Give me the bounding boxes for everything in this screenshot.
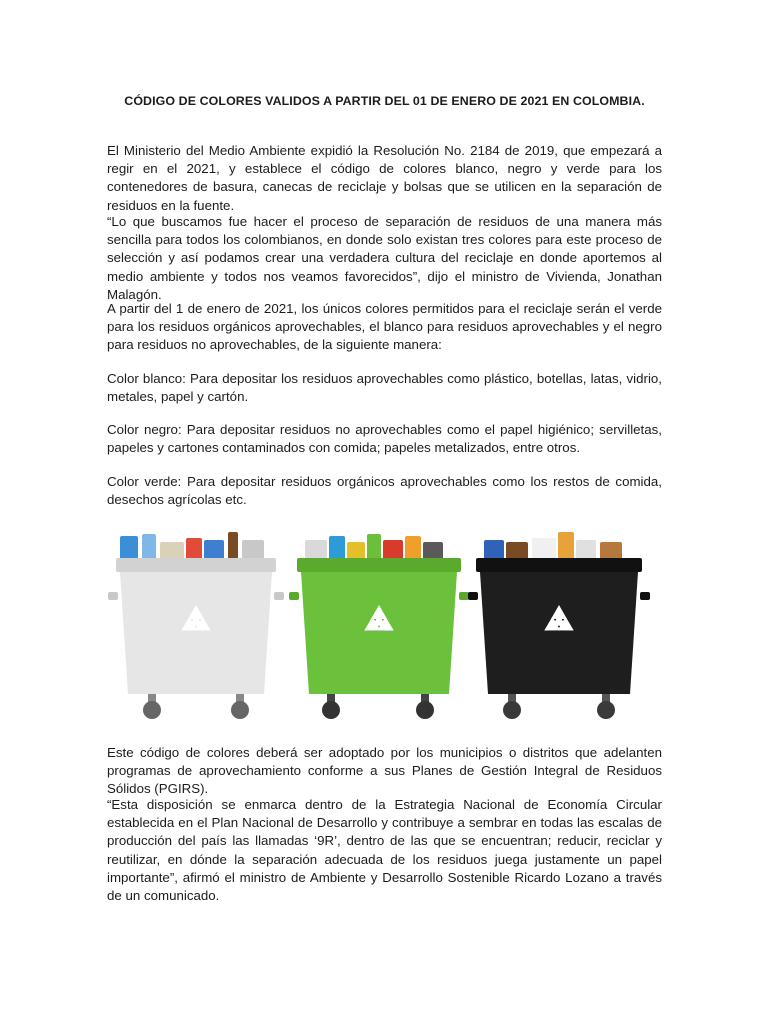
- paragraph-white-color: Color blanco: Para depositar los residuos aprovechables como plástico, botellas, latas, vidrio, metales, papel y cartón.: [107, 371, 662, 405]
- paragraph-quote-malagon: “Lo que buscamos fue hacer el proceso de separación de residuos de una manera más sencilla para todos los colombianos, en donde solo existan tres colores para este proceso de selección y así podamos crear una verdadera cultura del reciclaje en donde aportemos al medio ambiente y todos nos veamos favorecidos”, dijo el ministro de Vivienda, Jonathan Malagón.: [107, 214, 662, 302]
- white-bin-waste: [120, 532, 264, 560]
- paragraph-quote-lozano: “Esta disposición se enmarca dentro de la Estrategia Nacional de Economía Circular establecida en el Plan Nacional de Desarrollo y contribuye a sembrar en todas las escalas de producción del país las llamadas ‘9R’, dentro de las que se encuentran; reducir, reciclar y reutilizar, en dónde la separación adecuada de los residuos juega justamente un papel importante”, afirmó el ministro de Ambiente y Desarrollo Sostenible Ricardo Lozano a través de un comunicado.: [107, 797, 662, 904]
- paragraph-black-color: Color negro: Para depositar residuos no aprovechables como el papel higiénico; servilletas, papeles y cartones contaminados con comida; papeles metalizados, entre otros.: [107, 422, 662, 456]
- black-bin-waste: [484, 532, 622, 560]
- paragraph-resolution: El Ministerio del Medio Ambiente expidió la Resolución No. 2184 de 2019, que empezará a regir en el 2021, y establece el código de colores blanco, negro y verde para los contenedores de basura, canecas de reciclaje y bolsas que se utilicen en la separación de residuos en la fuente.: [107, 143, 662, 213]
- paragraph-adoption: Este código de colores deberá ser adoptado por los municipios o distritos que adelanten programas de aprovechamiento conforme a sus Planes de Gestión Integral de Residuos Sólidos (PGIRS).: [107, 745, 662, 797]
- recycling-bins-illustration: [108, 528, 650, 723]
- black-bin: [468, 532, 650, 719]
- paragraph-green-color: Color verde: Para depositar residuos orgánicos aprovechables como los restos de comida, desechos agrícolas etc.: [107, 474, 662, 508]
- green-bin: [289, 534, 469, 719]
- document-title: CÓDIGO DE COLORES VALIDOS A PARTIR DEL 01 DE ENERO DE 2021 EN COLOMBIA.: [124, 94, 645, 108]
- paragraph-colors-intro: A partir del 1 de enero de 2021, los únicos colores permitidos para el reciclaje serán el verde para los residuos orgánicos aprovechables, el blanco para residuos aprovechables y el negro para residuos no aprovechables, de la siguiente manera:: [107, 301, 662, 353]
- white-bin: [108, 532, 284, 719]
- green-bin-waste: [305, 534, 443, 560]
